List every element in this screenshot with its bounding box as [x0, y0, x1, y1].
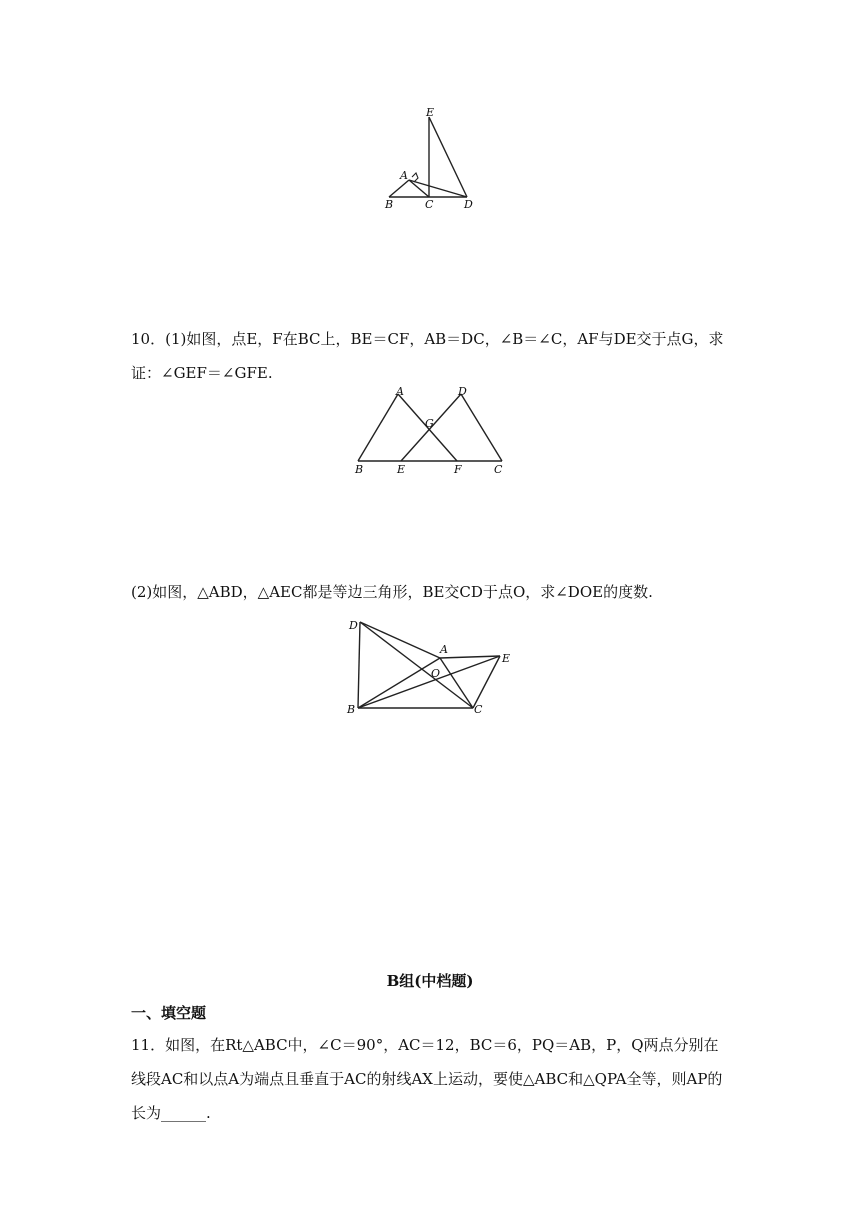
label-C: C	[474, 703, 483, 716]
label-A: A	[440, 643, 448, 656]
label-F: F	[454, 463, 462, 476]
label-E: E	[426, 106, 435, 119]
label-B: B	[347, 703, 356, 716]
question-10-part-2: (2)如图，△ABD，△AEC都是等边三角形，BE交CD于点O，求∠DOE的度数.	[131, 583, 653, 601]
figure-2	[350, 385, 510, 477]
label-C: C	[494, 463, 503, 476]
section-heading: 一、填空题	[131, 1004, 207, 1022]
group-b-title: B组(中档题)	[386, 972, 474, 990]
figure-3-diagram	[340, 615, 525, 715]
label-G: G	[425, 417, 434, 430]
label-E: E	[397, 463, 406, 476]
label-B: B	[355, 463, 364, 476]
figure-2-diagram	[350, 385, 510, 477]
figure-1-diagram	[380, 108, 480, 218]
label-C: C	[425, 198, 434, 211]
label-D: D	[464, 198, 473, 211]
figure-1	[380, 108, 480, 218]
question-10-part-1: 10．(1)如图，点E，F在BC上，BE＝CF，AB＝DC，∠B＝∠C，AF与DE交于点G，求证：∠GEF＝∠GFE.	[131, 330, 724, 382]
figure-3	[340, 615, 525, 715]
label-A: A	[400, 169, 408, 182]
label-B: B	[385, 198, 394, 211]
label-D: D	[349, 619, 358, 632]
label-A: A	[396, 385, 404, 398]
label-O: O	[431, 667, 441, 680]
label-D: D	[458, 385, 467, 398]
label-E: E	[502, 652, 511, 665]
question-11: 11．如图，在Rt△ABC中，∠C＝90°，AC＝12，BC＝6，PQ＝AB，P，Q两点分别在线段AC和以点A为端点且垂直于AC的射线AX上运动，要使△ABC和△QPA全等，则AP的长为______.	[131, 1036, 723, 1122]
